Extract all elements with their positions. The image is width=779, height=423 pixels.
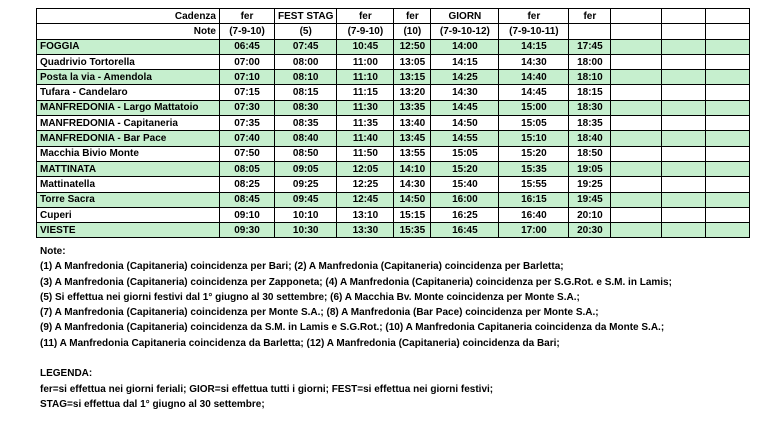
departure-time: 15:20: [431, 161, 499, 176]
departure-time: 17:00: [499, 223, 569, 238]
departure-time: 14:45: [431, 100, 499, 115]
header-cell: fer: [394, 9, 431, 24]
empty-cell: [611, 192, 662, 207]
departure-time: 15:35: [499, 161, 569, 176]
header-cell: fer: [220, 9, 275, 24]
departure-time: 13:35: [394, 100, 431, 115]
departure-time: 09:10: [220, 207, 275, 222]
empty-cell: [611, 146, 662, 161]
departure-time: 15:15: [394, 207, 431, 222]
departure-time: 15:20: [499, 146, 569, 161]
departure-time: 08:15: [275, 85, 337, 100]
departure-time: 19:25: [569, 177, 611, 192]
header-cell: FEST STAG: [275, 9, 337, 24]
legend-line: STAG=si effettua dal 1° giugno al 30 settembre;: [40, 398, 265, 410]
empty-cell: [706, 85, 750, 100]
note-line: (5) Si effettua nei giorni festivi dal 1° giugno al 30 settembre; (6) A Macchia Bv. Monte coincidenza per Monte S.A.;: [40, 291, 580, 303]
table-row: [37, 223, 750, 238]
departure-time: 07:30: [220, 100, 275, 115]
departure-time: 14:25: [431, 70, 499, 85]
departure-time: 19:05: [569, 161, 611, 176]
empty-cell: [662, 161, 706, 176]
departure-time: 07:00: [220, 54, 275, 69]
header-row: [37, 24, 750, 39]
departure-time: 18:30: [569, 100, 611, 115]
empty-cell: [662, 100, 706, 115]
departure-time: 15:05: [431, 146, 499, 161]
table-row: [37, 116, 750, 131]
departure-time: 08:05: [220, 161, 275, 176]
stop-name: MATTINATA: [37, 161, 220, 176]
table-row: [37, 131, 750, 146]
stop-name: Quadrivio Tortorella: [37, 54, 220, 69]
empty-cell: [662, 24, 706, 39]
header-label: Cadenza: [37, 9, 220, 24]
departure-time: 18:35: [569, 116, 611, 131]
table-row: [37, 146, 750, 161]
departure-time: 12:50: [394, 39, 431, 54]
table-row: [37, 39, 750, 54]
empty-cell: [706, 39, 750, 54]
departure-time: 11:40: [337, 131, 394, 146]
departure-time: 08:40: [275, 131, 337, 146]
empty-cell: [662, 85, 706, 100]
empty-cell: [706, 9, 750, 24]
departure-time: 09:25: [275, 177, 337, 192]
empty-cell: [662, 177, 706, 192]
stop-name: Tufara - Candelaro: [37, 85, 220, 100]
departure-time: 11:10: [337, 70, 394, 85]
header-cell: fer: [337, 9, 394, 24]
header-cell: fer: [569, 9, 611, 24]
empty-cell: [611, 39, 662, 54]
stop-name: FOGGIA: [37, 39, 220, 54]
timetable: [36, 8, 750, 238]
stop-name: MANFREDONIA - Bar Pace: [37, 131, 220, 146]
departure-time: 08:10: [275, 70, 337, 85]
table-row: [37, 70, 750, 85]
empty-cell: [662, 131, 706, 146]
departure-time: 08:30: [275, 100, 337, 115]
stop-name: Posta la via - Amendola: [37, 70, 220, 85]
departure-time: 16:40: [499, 207, 569, 222]
header-cell: (7-9-10): [337, 24, 394, 39]
departure-time: 07:45: [275, 39, 337, 54]
empty-cell: [662, 39, 706, 54]
empty-cell: [662, 54, 706, 69]
header-cell: (7-9-10-11): [499, 24, 569, 39]
departure-time: 15:05: [499, 116, 569, 131]
table-row: [37, 177, 750, 192]
departure-time: 13:15: [394, 70, 431, 85]
empty-cell: [611, 85, 662, 100]
header-cell: (7-9-10): [220, 24, 275, 39]
departure-time: 11:00: [337, 54, 394, 69]
departure-time: 07:35: [220, 116, 275, 131]
empty-cell: [706, 54, 750, 69]
departure-time: 20:30: [569, 223, 611, 238]
departure-time: 16:25: [431, 207, 499, 222]
empty-cell: [662, 116, 706, 131]
departure-time: 18:15: [569, 85, 611, 100]
departure-time: 18:40: [569, 131, 611, 146]
header-cell: (5): [275, 24, 337, 39]
departure-time: 13:05: [394, 54, 431, 69]
departure-time: 18:00: [569, 54, 611, 69]
departure-time: 09:30: [220, 223, 275, 238]
header-cell: (7-9-10-12): [431, 24, 499, 39]
stop-name: VIESTE: [37, 223, 220, 238]
header-cell: GIORN: [431, 9, 499, 24]
empty-cell: [662, 9, 706, 24]
departure-time: 14:55: [431, 131, 499, 146]
table-row: [37, 54, 750, 69]
departure-time: 08:25: [220, 177, 275, 192]
empty-cell: [611, 54, 662, 69]
departure-time: 14:50: [394, 192, 431, 207]
legend-title: LEGENDA:: [40, 368, 93, 380]
departure-time: 20:10: [569, 207, 611, 222]
departure-time: 19:45: [569, 192, 611, 207]
empty-cell: [706, 24, 750, 39]
empty-cell: [662, 70, 706, 85]
departure-time: 07:40: [220, 131, 275, 146]
empty-cell: [706, 177, 750, 192]
empty-cell: [662, 192, 706, 207]
departure-time: 17:45: [569, 39, 611, 54]
departure-time: 14:30: [394, 177, 431, 192]
empty-cell: [611, 100, 662, 115]
table-row: [37, 85, 750, 100]
empty-cell: [706, 161, 750, 176]
header-row: [37, 9, 750, 24]
note-line: (1) A Manfredonia (Capitaneria) coincidenza per Bari; (2) A Manfredonia (Capitaneria) coincidenza per Barletta;: [40, 261, 564, 273]
empty-cell: [611, 116, 662, 131]
departure-time: 10:45: [337, 39, 394, 54]
departure-time: 12:05: [337, 161, 394, 176]
empty-cell: [662, 223, 706, 238]
departure-time: 07:15: [220, 85, 275, 100]
table-row: [37, 161, 750, 176]
departure-time: 13:55: [394, 146, 431, 161]
empty-cell: [662, 146, 706, 161]
departure-time: 14:15: [499, 39, 569, 54]
note-line: (11) A Manfredonia Capitaneria coincidenza da Barletta; (12) A Manfredonia (Capitaneria) coincidenza da Bari;: [40, 337, 560, 349]
stop-name: Cuperi: [37, 207, 220, 222]
empty-cell: [662, 207, 706, 222]
table-row: [37, 192, 750, 207]
departure-time: 14:40: [499, 70, 569, 85]
empty-cell: [611, 161, 662, 176]
empty-cell: [611, 177, 662, 192]
header-cell: fer: [499, 9, 569, 24]
empty-cell: [611, 70, 662, 85]
departure-time: 18:10: [569, 70, 611, 85]
empty-cell: [706, 192, 750, 207]
departure-time: 08:00: [275, 54, 337, 69]
empty-cell: [706, 100, 750, 115]
stop-name: Mattinatella: [37, 177, 220, 192]
departure-time: 15:00: [499, 100, 569, 115]
departure-time: 08:35: [275, 116, 337, 131]
note-line: (9) A Manfredonia (Capitaneria) coincidenza da S.M. in Lamis e S.G.Rot.; (10) A Manfredonia Capitaneria coincidenza da Monte S.A.;: [40, 322, 665, 334]
departure-time: 16:00: [431, 192, 499, 207]
departure-time: 13:45: [394, 131, 431, 146]
stop-name: MANFREDONIA - Capitaneria: [37, 116, 220, 131]
departure-time: 12:25: [337, 177, 394, 192]
departure-time: 12:45: [337, 192, 394, 207]
empty-cell: [611, 9, 662, 24]
departure-time: 14:30: [431, 85, 499, 100]
departure-time: 15:55: [499, 177, 569, 192]
empty-cell: [706, 146, 750, 161]
departure-time: 15:35: [394, 223, 431, 238]
notes-section: [40, 244, 672, 412]
departure-time: 16:45: [431, 223, 499, 238]
departure-time: 09:45: [275, 192, 337, 207]
departure-time: 09:05: [275, 161, 337, 176]
empty-cell: [611, 207, 662, 222]
departure-time: 16:15: [499, 192, 569, 207]
departure-time: 13:10: [337, 207, 394, 222]
departure-time: 08:45: [220, 192, 275, 207]
departure-time: 08:50: [275, 146, 337, 161]
departure-time: 13:30: [337, 223, 394, 238]
departure-time: 11:15: [337, 85, 394, 100]
departure-time: 13:40: [394, 116, 431, 131]
empty-cell: [611, 24, 662, 39]
departure-time: 14:50: [431, 116, 499, 131]
departure-time: 13:20: [394, 85, 431, 100]
departure-time: 14:15: [431, 54, 499, 69]
departure-time: 07:50: [220, 146, 275, 161]
empty-cell: [706, 70, 750, 85]
departure-time: 10:30: [275, 223, 337, 238]
stop-name: MANFREDONIA - Largo Mattatoio: [37, 100, 220, 115]
empty-cell: [706, 223, 750, 238]
departure-time: 11:30: [337, 100, 394, 115]
stop-name: Macchia Bivio Monte: [37, 146, 220, 161]
legend-line: fer=si effettua nei giorni feriali; GIOR=si effettua tutti i giorni; FEST=si effettua nei giorni festivi;: [40, 383, 494, 395]
departure-time: 14:45: [499, 85, 569, 100]
empty-cell: [611, 131, 662, 146]
note-line: (3) A Manfredonia (Capitaneria) coincidenza per Zapponeta; (4) A Manfredonia (Capitaneria) coincidenza per S.G.Rot. e S.M. in Lamis;: [40, 276, 672, 288]
table-row: [37, 100, 750, 115]
stop-name: Torre Sacra: [37, 192, 220, 207]
departure-time: 14:00: [431, 39, 499, 54]
departure-time: 10:10: [275, 207, 337, 222]
departure-time: 15:40: [431, 177, 499, 192]
note-line: (7) A Manfredonia (Capitaneria) coincidenza per Monte S.A.; (8) A Manfredonia (Bar Pace) coincidenza per Monte S.A.;: [40, 307, 599, 319]
departure-time: 06:45: [220, 39, 275, 54]
empty-cell: [611, 223, 662, 238]
departure-time: 11:50: [337, 146, 394, 161]
departure-time: 11:35: [337, 116, 394, 131]
header-cell: [569, 24, 611, 39]
empty-cell: [706, 131, 750, 146]
empty-cell: [706, 207, 750, 222]
departure-time: 07:10: [220, 70, 275, 85]
notes-title: Note:: [40, 246, 66, 257]
departure-time: 15:10: [499, 131, 569, 146]
departure-time: 14:30: [499, 54, 569, 69]
departure-time: 18:50: [569, 146, 611, 161]
header-label: Note: [37, 24, 220, 39]
header-cell: (10): [394, 24, 431, 39]
departure-time: 14:10: [394, 161, 431, 176]
empty-cell: [706, 116, 750, 131]
table-row: [37, 207, 750, 222]
